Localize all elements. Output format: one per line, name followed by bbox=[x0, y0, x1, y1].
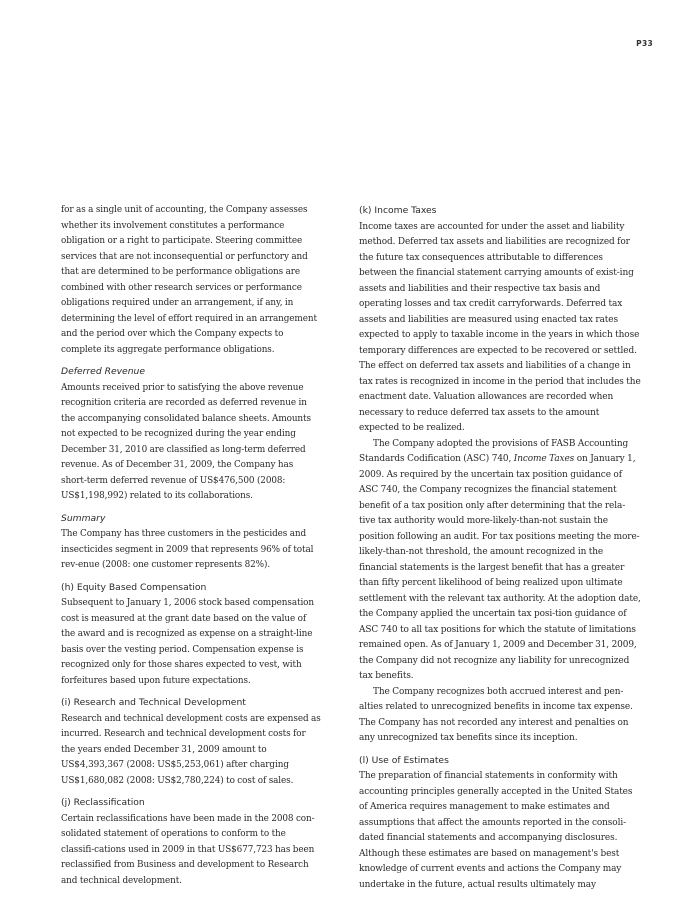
deferred-revenue-text: Amounts received prior to satisfying the above revenue recognition criteria are recorded as deferred revenue in the accompanying consolidated balance sheets. Amounts not expected to be recognized during the year ending December 31, 2010 are classified as long-term deferred revenue. As of December 31, 2009, the Company has short-term deferred revenue of US$476,500 (2008: US$1,198,992) related to its collaborations. bbox=[61, 382, 311, 501]
para2-text-end: on January 1, 2009. As required by the uncertain tax position guidance of ASC 740, the Company recognizes the financial statement benefit of a tax position only after determining that the rela-tive tax authority would more-likely-than-not sustain the position following an audit. For tax positions meeting the more-likely-than-not threshold, the amount recognized in the financial statements is the largest benefit that has a greater than fifty percent likelihood of being realized upon ultimate settlement with the relevant tax authority. At the adoption date, the Company applied the uncertain tax posi-tion guidance of ASC 740 to all tax positions for which the statute of limitations remained open. As of January 1, 2009 and December 31, 2009, the Company did not recognize any liability for unrecognized tax benefits. bbox=[359, 454, 641, 681]
page-number: P33 bbox=[636, 39, 653, 48]
right-column bbox=[359, 203, 641, 893]
equity-compensation-heading: (h) Equity Based Compensation bbox=[61, 581, 207, 593]
deferred-revenue-heading: Deferred Revenue bbox=[61, 366, 145, 377]
research-development-text: Research and technical development costs are expensed as incurred. Research and technical development costs for the years ended December 31, 2009 amount to US$4,393,367 (2008: US$5,253,061) after charging US$1,680,082 (2008: US$2,780,224) to cost of sales. bbox=[61, 713, 321, 786]
reclassification-heading: (j) Reclassification bbox=[61, 797, 145, 808]
income-taxes-paragraph-2 bbox=[359, 437, 641, 685]
use-of-estimates-text: The preparation of financial statements in conformity with accounting principles generally accepted in the United States of America requires management to make estimates and assumptions that affect the amounts reported in the consoli-dated financial statements and accompanying disclosures. Although these estimates are based on management's best knowledge of current events and actions the Company may undertake in the future, actual results ultimately may bbox=[359, 771, 633, 890]
reclassification-text: Certain reclassifications have been made in the 2008 con-solidated statement of operations to conform to the classifi-cations used in 2009 in that US$677,723 has been reclassified from Business and development to Research and technical development. bbox=[61, 813, 315, 886]
para2-italic-title: Income Taxes bbox=[513, 454, 575, 464]
intro-paragraph: for as a single unit of accounting, the Company assesses whether its involvement constitutes a performance obligation or a right to participate. Steering committee services that are not inconsequential or perfunctory and that are determined to be performance obligations are combined with other research services or performance obligations required under an arrangement, if any, in determining the level of effort required in an arrangement and the period over which the Company expects to complete its aggregate performance obligations. bbox=[61, 205, 317, 355]
summary-heading: Summary bbox=[61, 512, 106, 524]
summary-text: The Company has three customers in the pesticides and insecticides segment in 2009 that represents 96% of total rev-enue (2008: one customer represents 82%). bbox=[61, 529, 314, 570]
left-column bbox=[61, 203, 321, 889]
equity-compensation-text: Subsequent to January 1, 2006 stock based compensation cost is measured at the grant date based on the value of the award and is recognized as expense on a straight-line basis over the vesting period. Compensation expense is recognized only for those shares expected to vest, with forfeitures based upon future expectations. bbox=[61, 598, 314, 686]
income-taxes-heading: (k) Income Taxes bbox=[359, 205, 437, 216]
income-taxes-paragraph-1: Income taxes are accounted for under the asset and liability method. Deferred tax assets and liabilities are recognized for the future tax consequences attributable to differences between the financial statement carrying amounts of exist-ing assets and liabilities and their respective tax basis and operating losses and tax credit carryforwards. Deferred tax assets and liabilities are measured using enacted tax rates expected to apply to taxable income in the years in which those temporary differences are expected to be recovered or settled. The effect on deferred tax assets and liabilities of a change in tax rates is recognized in income in the period that includes the enactment date. Valuation allowances are recorded when necessary to reduce deferred tax assets to the amount expected to be realized. bbox=[359, 221, 641, 433]
use-of-estimates-heading: (l) Use of Estimates bbox=[359, 754, 449, 766]
income-taxes-paragraph-3: The Company recognizes both accrued interest and pen-alties related to unrecognized benefits in income tax expense. The Company has not recorded any interest and penalties on any unrecognized tax benefits since its inception. bbox=[359, 686, 633, 743]
research-development-heading: (i) Research and Technical Development bbox=[61, 697, 246, 708]
para2-text-start: The Company adopted the provisions of FASB Accounting Standards Codification (ASC) 740, bbox=[359, 438, 629, 464]
